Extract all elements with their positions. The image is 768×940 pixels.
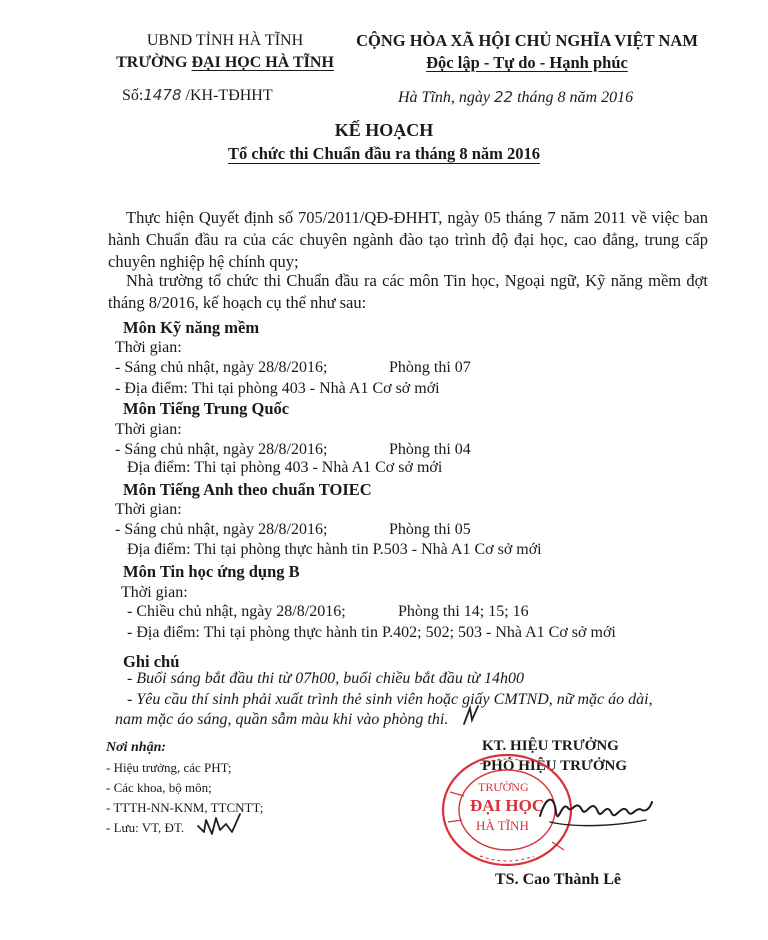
note-scribble [460, 702, 482, 728]
recipient-item: - TTTH-NN-KNM, TTCNTT; [106, 800, 264, 815]
school-name [110, 52, 340, 74]
subject-2-session: - Sáng chủ nhật, ngày 28/8/2016; [115, 441, 328, 458]
document-subtitle-text: Tổ chức thi Chuẩn đầu ra tháng 8 năm 2016 [227, 144, 540, 163]
initials-scribble [196, 812, 246, 840]
doc-no-handwritten: 1478 [143, 86, 182, 104]
date-prefix: Hà Tĩnh, ngày [398, 89, 490, 106]
school-name-rest: ĐẠI HỌC HÀ TĨNH [191, 54, 334, 71]
subject-1-room: Phòng thi 07 [389, 359, 471, 376]
subject-3-room: Phòng thi 05 [389, 521, 471, 538]
subject-3-title: Môn Tiếng Anh theo chuẩn TOIEC [123, 480, 372, 499]
date-day-handwritten: 22 [494, 88, 514, 106]
recipient-item: - Hiệu trưởng, các PHT; [106, 760, 232, 775]
motto: Độc lập - Tự do - Hạnh phúc [426, 53, 628, 72]
intro-paragraph-2: Nhà trường tổ chức thi Chuẩn đầu ra các môn Tin học, Ngoại ngữ, Kỹ năng mềm đợt tháng 8/2016, kế hoạch cụ thể như sau: [108, 271, 708, 312]
agency-name: UBND TỈNH HÀ TĨNH [146, 32, 304, 49]
subject-2-time-label: Thời gian: [115, 421, 182, 438]
subject-4-room: Phòng thi 14; 15; 16 [398, 603, 529, 620]
nation-title: CỘNG HÒA XÃ HỘI CHỦ NGHĨA VIỆT NAM [356, 31, 698, 50]
notes-line-2: - Yêu cầu thí sinh phải xuất trình thẻ sinh viên hoặc giấy CMTND, nữ mặc áo dài, [127, 691, 653, 708]
school-prefix: TRƯỜNG [116, 54, 188, 71]
subject-4-location: - Địa điểm: Thi tại phòng thực hành tin P.402; 502; 503 - Nhà A1 Cơ sở mới [127, 624, 616, 641]
subject-1-session: - Sáng chủ nhật, ngày 28/8/2016; [115, 359, 328, 376]
stamp-line-3: HÀ TĨNH [476, 818, 529, 833]
subject-2-title: Môn Tiếng Trung Quốc [123, 399, 290, 418]
header-left [110, 30, 340, 74]
document-subtitle [0, 144, 768, 164]
handwritten-signature [536, 786, 656, 832]
stamp-line-2: ĐẠI HỌC [470, 796, 545, 815]
signer-name: TS. Cao Thành Lê [495, 871, 621, 888]
stamp-line-1: TRƯỜNG [478, 780, 529, 794]
subject-4-title: Môn Tin học ứng dụng B [123, 562, 300, 581]
signature-role-1: KT. HIỆU TRƯỞNG [482, 738, 619, 754]
subject-3-session: - Sáng chủ nhật, ngày 28/8/2016; [115, 521, 328, 538]
notes-line-3: nam mặc áo sáng, quần sẫm màu khi vào phòng thi. [115, 711, 449, 728]
subject-2-room: Phòng thi 04 [389, 441, 471, 458]
recipients-title: Nơi nhận: [106, 740, 167, 755]
recipient-item: - Lưu: VT, ĐT. [106, 820, 185, 835]
subject-4-time-label: Thời gian: [121, 584, 188, 601]
signature-role-2: PHÓ HIỆU TRƯỞNG [482, 758, 628, 774]
doc-no-label: Số: [122, 87, 144, 104]
document-title: KẾ HOẠCH [334, 120, 434, 140]
subject-4-session: - Chiều chủ nhật, ngày 28/8/2016; [127, 603, 346, 620]
subject-1-time-label: Thời gian: [115, 339, 182, 356]
subject-2-location: Địa điểm: Thi tại phòng 403 - Nhà A1 Cơ sở mới [127, 459, 443, 476]
subject-3-time-label: Thời gian: [115, 501, 182, 518]
subject-1-location: - Địa điểm: Thi tại phòng 403 - Nhà A1 Cơ sở mới [115, 380, 440, 397]
notes-line-1: - Buổi sáng bắt đầu thi từ 07h00, buổi chiều bắt đầu từ 14h00 [127, 670, 524, 687]
subject-1-title: Môn Kỹ năng mềm [123, 318, 260, 337]
header-right [352, 30, 702, 74]
intro-paragraph-1: Thực hiện Quyết định số 705/2011/QĐ-ĐHHT, ngày 05 tháng 7 năm 2011 về việc ban hành Chuẩn đầu ra của các chuyên ngành đào tạo trình độ đại học, cao đẳng, trung cấp chuyên nghiệp hệ chính quy; [108, 208, 708, 271]
recipient-item: - Các khoa, bộ môn; [106, 780, 212, 795]
document-number [122, 86, 273, 105]
document-date [398, 88, 633, 107]
date-suffix: tháng 8 năm 2016 [517, 89, 634, 106]
subject-3-location: Địa điểm: Thi tại phòng thực hành tin P.503 - Nhà A1 Cơ sở mới [127, 541, 542, 558]
notes-title: Ghi chú [123, 652, 180, 671]
doc-no-suffix: /KH-TĐHHT [185, 87, 273, 104]
